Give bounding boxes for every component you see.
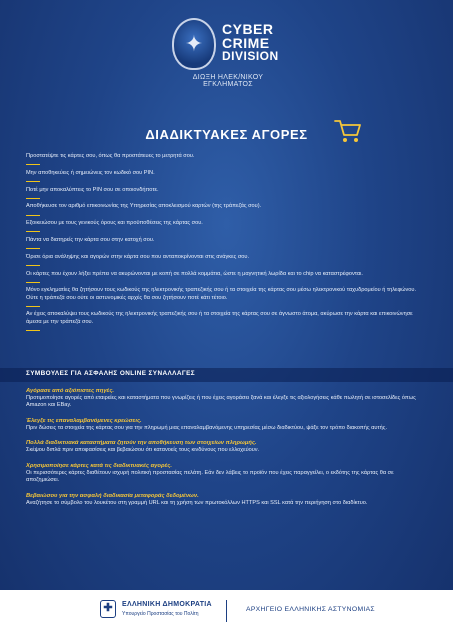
advice-body: Σκέψου διπλά πριν αποφασίσεις και βεβαιώσου ότι κατανοείς τους κινδύνους που ελλοχεύουν.	[26, 447, 260, 454]
brand-line-1: CYBER	[222, 21, 274, 37]
advice-body: Αναζήτησε το σύμβολο του λουκέτου στη γραμμή URL και τη χρήση των πρωτοκόλλων HTTPS και SSL κατά την περιήγηση στο διαδίκτυο.	[26, 499, 368, 506]
tip-item: Αν έχεις αποκαλύψει τους κωδικούς της ηλεκτρονικής τραπεζικής σου ή τα στοιχεία της κάρτας σου σε άγνωστο άτομα, ακύρωσε την κάρτα και επικοινώνησε άμεσα με την τράπεζά σου.	[26, 311, 428, 325]
advice-item	[26, 388, 428, 409]
tip-item: Μην αποθηκεύεις ή σημειώνεις τον κωδικό σου PIN.	[26, 170, 428, 177]
advice-heading: Έλεγξε τις επαναλαμβανόμενες κρεώσεις.	[26, 417, 142, 424]
section-header-bar	[0, 368, 453, 382]
advice-body: Πριν δώσεις τα στοιχεία της κάρτας σου για την πληρωμή μιας επαναλαμβανόμενης υπηρεσίας μέσω διαδικτύου, ψάξε τον τρόπο διακοπής αυτής.	[26, 424, 388, 431]
police-badge-icon: ✦	[172, 18, 216, 70]
tip-item: Όρισε όρια ανάληψης και αγορών στην κάρτα σου που ανταποκρίνονται στις ανάγκες σου.	[26, 254, 428, 261]
cyber-crime-division-logo	[222, 22, 279, 63]
advice-list	[26, 388, 428, 515]
advice-body: Οι περισσότερες κάρτες διαθέτουν ισχυρή πολιτική προστασίας πελάτη. Εάν δεν λάβεις το προϊόν που έχεις παραγγείλει, ο εκδότης της κάρτας θα σε αποζημιώσει.	[26, 469, 394, 484]
advice-item	[26, 440, 428, 454]
police-headquarters-label: ΑΡΧΗΓΕΙΟ ΕΛΛΗΝΙΚΗΣ ΑΣΤΥΝΟΜΙΑΣ	[246, 606, 375, 613]
tips-list	[26, 153, 428, 335]
division-subtitle: ΔΙΩΞΗ ΗΛΕΚ/ΝΙΚΟΥ ΕΓΚΛΗΜΑΤΟΣ	[192, 74, 264, 88]
advice-heading: Βεβαιώσου για την ασφαλή διαδικασία μεταφοράς δεδομένων.	[26, 492, 199, 499]
tip-item: Ποτέ μην αποκαλύπτεις το PIN σου σε οποιονδήποτε.	[26, 187, 428, 194]
advice-heading: Αγόρασε από αξιόπιστες πηγές.	[26, 388, 115, 394]
shopping-cart-icon	[334, 118, 362, 144]
gov-title: ΕΛΛΗΝΙΚΗ ΔΗΜΟΚΡΑΤΙΑ	[122, 601, 212, 608]
advice-item	[26, 493, 428, 507]
tip-item: Αποθήκευσε τον αριθμό επικοινωνίας της Υπηρεσίας αποκλεισμού καρτών (της τράπεζάς σου).	[26, 203, 428, 210]
brand-line-2: CRIME	[222, 35, 270, 51]
gov-ministry: Υπουργείο Προστασίας του Πολίτη	[122, 611, 199, 617]
brand-line-3: DIVISION	[222, 49, 279, 63]
tip-item: Προστατέψτε τις κάρτες σου, όπως θα προστάτευες το μετρητά σου.	[26, 153, 428, 160]
page-title: ΔΙΑΔΙΚΤΥΑΚΕΣ ΑΓΟΡΕΣ	[145, 127, 308, 142]
advice-heading: Πολλά διαδικτυακά καταστήματα ζητούν την αποθήκευση των στοιχείων πληρωμής.	[26, 440, 257, 447]
tip-item: Οι κάρτες που έχουν λήξει πρέπει να ακυρώνονται με κοπή σε πολλά κομμάτια, ώστε η μαγνητική λωρίδα και το chip να καταστρέφονται.	[26, 271, 428, 278]
title-row	[0, 110, 453, 150]
tip-item: Πάντα να διατηρείς την κάρτα σου στην κατοχή σου.	[26, 237, 428, 244]
footer	[0, 590, 453, 640]
tip-item: Εξοικειώσου με τους γενικούς όρους και προϋποθέσεις της κάρτας σου.	[26, 220, 428, 227]
advice-body: Προτιμοποίησε αγορές από εταιρείες και καταστήματα που γνωρίζεις ή που έχεις αγοράσει ξανά και έλεγξε τις αξιολογήσεις κάθε πωλητή σε ιστοσελίδες όπως Amazon και EBay.	[26, 395, 416, 409]
greek-emblem-icon: ✚	[100, 600, 116, 618]
tip-item: Μόνο εγκληματίες θα ζητήσουν τους κωδικούς της ηλεκτρονικής τραπεζικής σου ή τα στοιχεία της κάρτας σου μέσω ηλεκτρονικού ταχυδρομείου ή τηλεφώνου. Ούτε η τράπεζά σου ούτε οι αστυνομικές αρχές θα σου ζητήσουν ποτέ κάτι τέτοιο.	[26, 287, 428, 301]
header	[0, 0, 453, 110]
advice-item	[26, 463, 428, 484]
footer-divider	[226, 600, 227, 622]
advice-item	[26, 418, 428, 432]
section-title: ΣΥΜΒΟΥΛΕΣ ΓΙΑ ΑΣΦΑΛΗΣ ONLINE ΣΥΝΑΛΛΑΓΕΣ	[26, 370, 195, 377]
advice-heading: Χρησιμοποίησε κάρτες κατά τις διαδικτυακές αγορές.	[26, 462, 172, 469]
